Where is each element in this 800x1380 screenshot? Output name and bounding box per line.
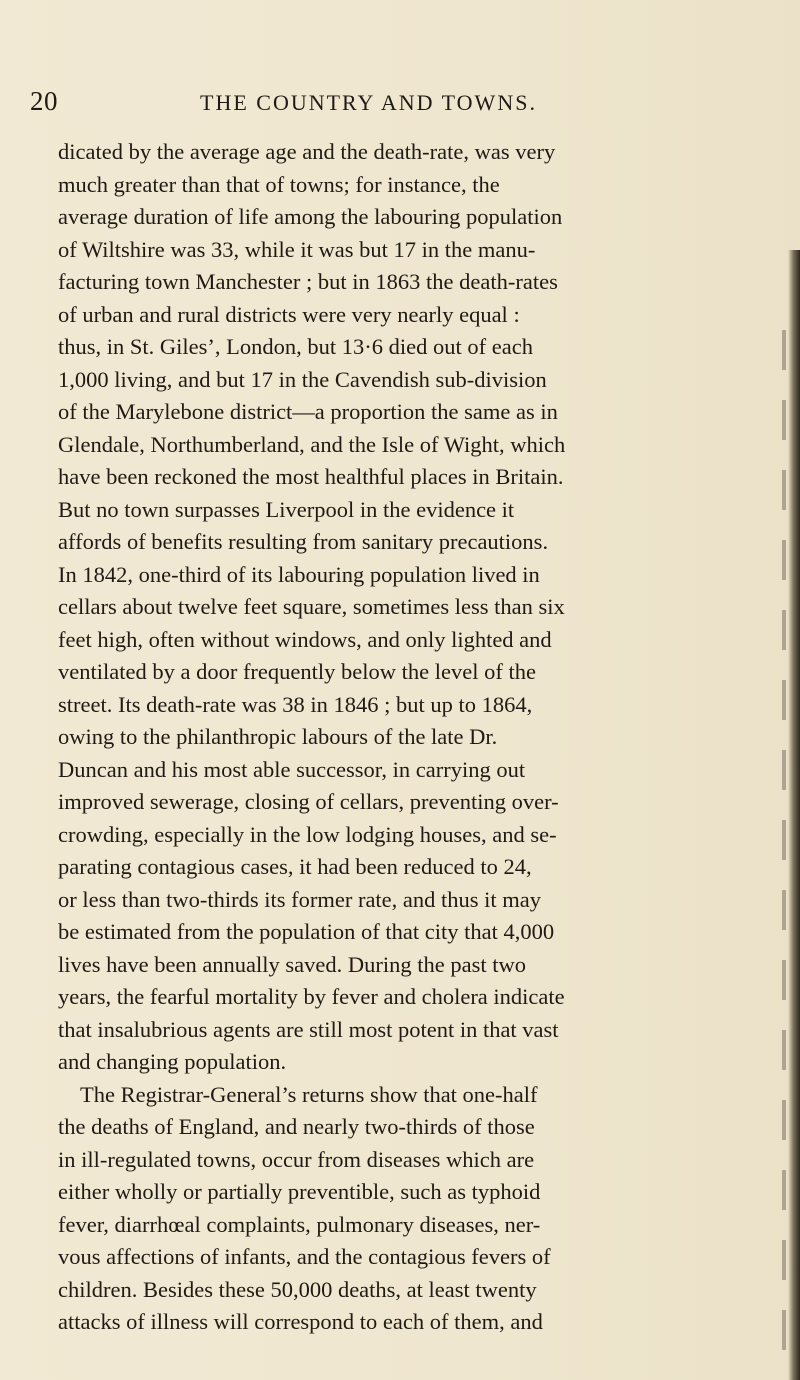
- text-line: lives have been annually saved. During the past two: [58, 951, 526, 977]
- text-line: street. Its death-rate was 38 in 1846 ; but up to 1864,: [58, 691, 533, 717]
- text-line: thus, in St. Giles’, London, but 13·6 died out of each: [58, 334, 533, 359]
- text-line: improved sewerage, closing of cellars, preventing over-: [58, 789, 559, 814]
- text-line: average duration of life among the labouring population: [58, 204, 563, 229]
- text-line: In 1842, one-third of its labouring population lived in: [58, 561, 540, 587]
- text-line: The Registrar-General’s returns show that one-half: [80, 1081, 538, 1107]
- text-line: either wholly or partially preventible, such as typhoid: [58, 1179, 541, 1204]
- text-line: that insalubrious agents are still most potent in that vast: [58, 1016, 559, 1042]
- text-line: cellars about twelve feet square, sometimes less than six: [58, 594, 565, 619]
- text-line: be estimated from the population of that city that 4,000: [58, 919, 555, 944]
- text-line: 1,000 living, and but 17 in the Cavendish sub-division: [58, 366, 547, 392]
- text-line: Glendale, Northumberland, and the Isle of Wight, which: [58, 431, 566, 457]
- text-line: in ill-regulated towns, occur from diseases which are: [58, 1146, 535, 1172]
- text-line: crowding, especially in the low lodging houses, and se-: [58, 821, 557, 847]
- page-edge-shadow: [788, 250, 800, 1380]
- page-header: [30, 86, 770, 122]
- text-line: attacks of illness will correspond to each of them, and: [58, 1309, 543, 1334]
- body-text: [58, 136, 778, 1339]
- text-line: the deaths of England, and nearly two-thirds of those: [58, 1114, 535, 1139]
- page-number: 20: [30, 86, 58, 116]
- text-line: dicated by the average age and the death-rate, was very: [58, 139, 556, 164]
- page-edge-texture: [782, 330, 786, 1380]
- text-line: years, the fearful mortality by fever and cholera indicate: [58, 984, 565, 1009]
- text-line: affords of benefits resulting from sanitary precautions.: [58, 529, 549, 554]
- text-line: children. Besides these 50,000 deaths, at least twenty: [58, 1276, 537, 1302]
- text-line: ventilated by a door frequently below the level of the: [58, 659, 536, 684]
- text-line: feet high, often without windows, and only lighted and: [58, 626, 552, 652]
- text-line: of the Marylebone district—a proportion the same as in: [58, 399, 558, 424]
- text-line: of urban and rural districts were very nearly equal :: [58, 301, 520, 327]
- text-line: vous affections of infants, and the contagious fevers of: [58, 1244, 551, 1269]
- text-line: much greater than that of towns; for instance, the: [58, 171, 500, 197]
- text-line: parating contagious cases, it had been reduced to 24,: [58, 854, 532, 879]
- text-line: facturing town Manchester ; but in 1863 the death-rates: [58, 269, 558, 294]
- running-head: THE COUNTRY AND TOWNS.: [200, 90, 537, 115]
- text-line: Duncan and his most able successor, in carrying out: [58, 756, 526, 782]
- text-line: have been reckoned the most healthful places in Britain.: [58, 464, 564, 489]
- text-line: fever, diarrhœal complaints, pulmonary diseases, ner-: [58, 1211, 541, 1237]
- text-line: of Wiltshire was 33, while it was but 17 in the manu-: [58, 236, 536, 262]
- text-line: But no town surpasses Liverpool in the evidence it: [58, 496, 515, 522]
- text-line: or less than two-thirds its former rate, and thus it may: [58, 886, 542, 912]
- text-line: owing to the philanthropic labours of the late Dr.: [58, 724, 498, 749]
- text-line: and changing population.: [58, 1049, 287, 1074]
